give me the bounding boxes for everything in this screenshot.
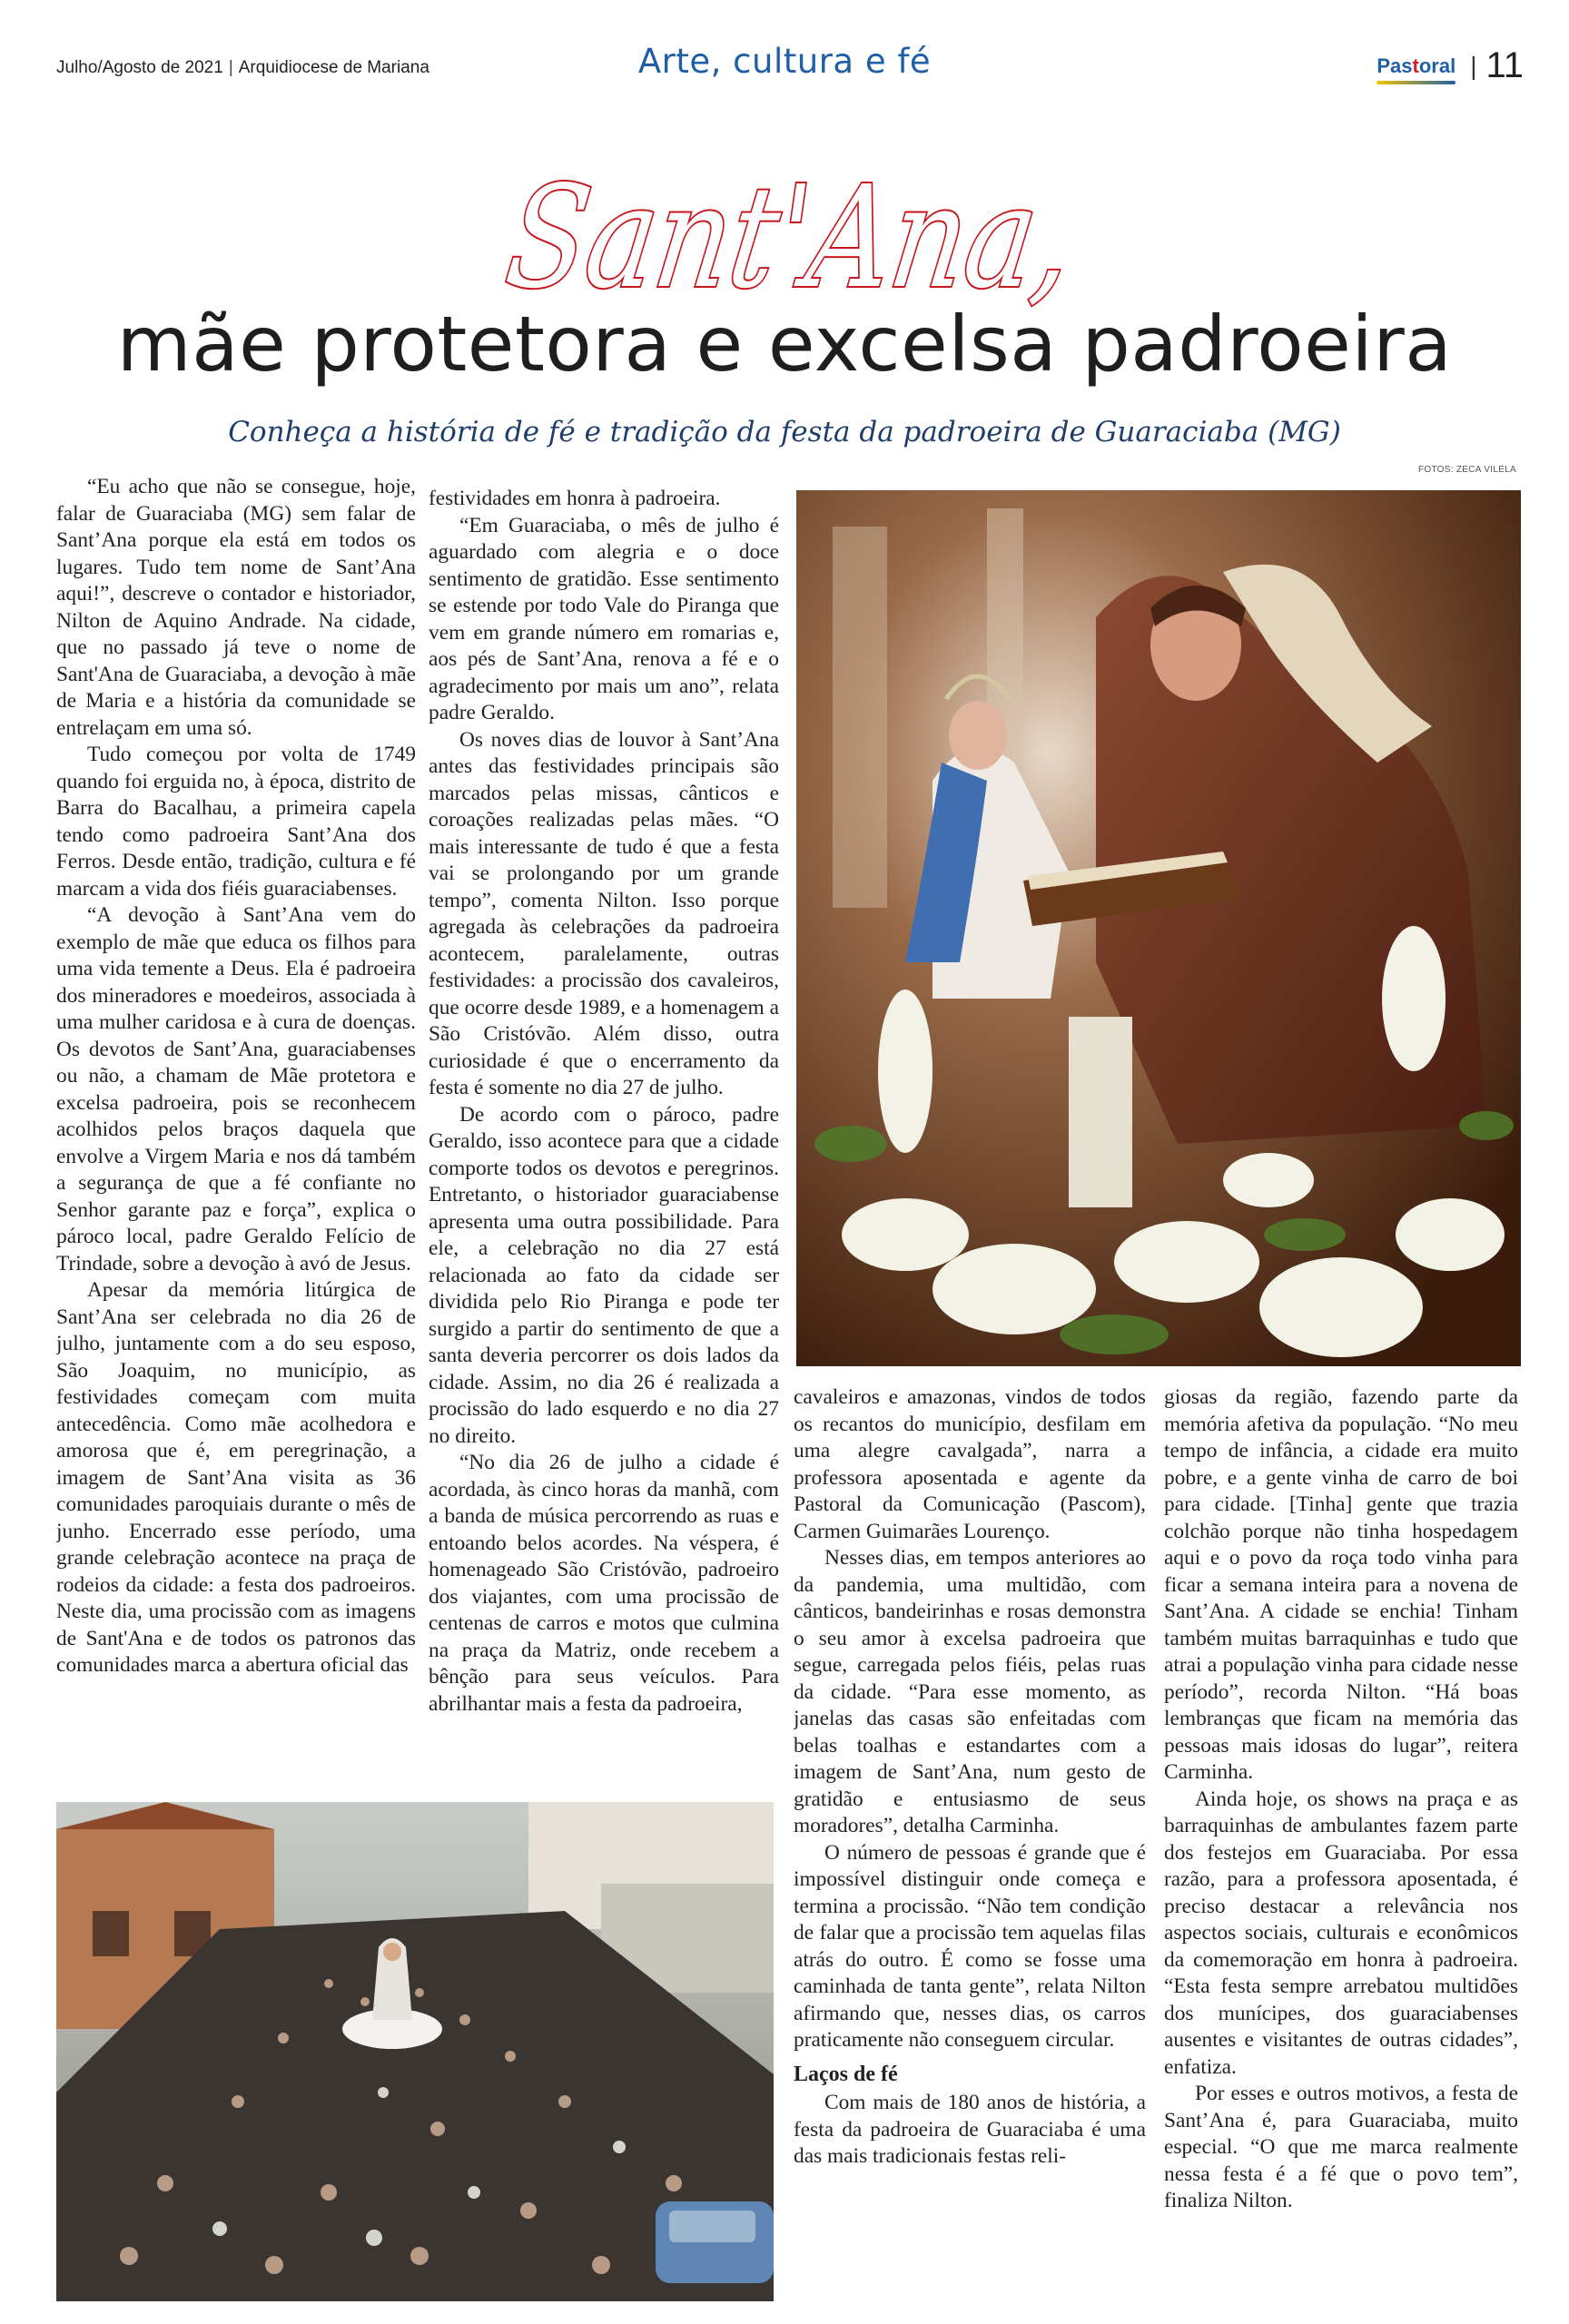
paragraph: “Em Guaraciaba, o mês de julho é aguardado com alegria e o doce sentimento de gratidão. Esse sentimento se estende por todo Vale do Piranga que vem em grande número em romarias e, aos pés de Sant’Ana, renova a fé e o agradecimento por mais um ano”, relata padre Geraldo. xyxy=(429,513,779,724)
article-column-2 xyxy=(429,486,779,1775)
photo-credit: FOTOS: ZECA VILELA xyxy=(1417,465,1516,475)
paragraph: Tudo começou por volta de 1749 quando foi erguida no, à época, distrito de Barra do Bacalhau, a primeira capela tendo como padroeira Sant’Ana dos Ferros. Desde então, tradição, cultura e fé marcam a vida dos fiéis guaraciabenses. xyxy=(56,743,416,901)
statue-photo xyxy=(796,490,1521,1366)
page-marker xyxy=(1377,45,1524,86)
paragraph: Ainda hoje, os shows na praça e as barraquinhas de ambulantes fazem parte dos festejos em Guaraciaba. Por essa razão, para a professora aposentada, é preciso destacar a relevância nos aspectos sociais, culturais e econômicos da comemoração em honra à padroeira. “Esta festa sempre arrebatou multidões dos munícipes, dos guaraciabenses ausentes e visitantes de outras cidades”, enfatiza. xyxy=(1164,1787,1518,2079)
paragraph: “Eu acho que não se consegue, hoje, falar de Guaraciaba (MG) sem falar de Sant’Ana porque ela está em todos os lugares. Tudo tem nome de Sant’Ana aqui!”, descreve o contador e historiador, Nilton de Aquino Andrade. Na cidade, que no passado já teve o nome de Sant'Ana de Guaraciaba, a devoção à mãe de Maria e a história da comunidade se entrelaçam em uma só. xyxy=(56,475,416,740)
article-title: mãe protetora e excelsa padroeira xyxy=(116,300,1453,389)
paragraph: O número de pessoas é grande que é impossível distinguir onde começa e termina a procissão. “Não tem condição de falar que a procissão tem aquelas filas atrás do outro. É como se fosse uma caminhada de tanta gente”, relata Nilton afirmando que, nesses dias, os carros praticamente não conseguem circular. xyxy=(794,1840,1146,2052)
statue-illustration xyxy=(796,490,1521,1366)
procession-illustration xyxy=(56,1802,774,2301)
paragraph: De acordo com o pároco, padre Geraldo, isso acontece para que a cidade comporte todos os devotos e peregrinos. Entretanto, o historiador guaraciabense apresenta uma outra possibilidade. Para ele, a celebração no dia 27 está relacionada ao fato da cidade ser dividida pelo Rio Piranga e pode ter surgido a partir do sentimento de que a santa deveria percorrer os dois lados da cidade. Assim, no dia 26 é realizada a procissão do lado esquerdo e no dia 27 no direito. xyxy=(429,1102,779,1448)
paragraph: festividades em honra à padroeira. xyxy=(429,487,721,510)
publisher-name: Arquidiocese de Mariana xyxy=(238,58,429,77)
issue-date: Julho/Agosto de 2021 xyxy=(56,58,223,77)
article-subtitle: Conheça a história de fé e tradição da festa da padroeira de Guaraciaba (MG) xyxy=(228,416,1341,448)
paragraph: giosas da região, fazendo parte da memória afetiva da população. “No meu tempo de infância, a cidade era muito pobre, e a gente vinha de carro de boi para cidade. [Tinha] gente que trazia colchão porque não tinha hospedagem aqui e o povo da roça todo vinha para ficar a semana inteira para a novena de Sant’Ana. A cidade se enchia! Tinham também muitas barraquinhas e tudo que atrai a população vinha para cidade nesse período”, recorda Nilton. “Há boas lembranças que ficam na memória das pessoas mais idosas do lugar”, reitera Carminha. xyxy=(1164,1385,1518,1784)
article-column-1 xyxy=(56,474,416,1772)
page-number: 11 xyxy=(1485,45,1524,85)
paragraph: Nesses dias, em tempos anteriores ao da pandemia, uma multidão, com cânticos, bandeirinhas e rosas demonstra o seu amor à excelsa padroeira que segue, carregada pelos fiéis, pelas ruas da cidade. “Para esse momento, as janelas das casas são enfeitadas com belas toalhas e estandartes com a imagem de Sant’Ana, num gesto de gratidão e entusiasmo de seus moradores”, detalha Carminha. xyxy=(794,1546,1146,1837)
pastoral-logo-icon: Pastoral xyxy=(1377,54,1456,78)
paragraph: Por esses e outros motivos, a festa de Sant’Ana é, para Guaraciaba, muito especial. “O que me marca realmente nessa festa é a fé que o povo tem”, finaliza Nilton. xyxy=(1164,2082,1518,2212)
section-subhead: Laços de fé xyxy=(794,2062,898,2086)
page-separator: | xyxy=(1470,51,1477,80)
script-title-text: Sant'Ana, xyxy=(498,154,1209,320)
paragraph: Com mais de 180 anos de história, a festa da padroeira de Guaraciaba é uma das mais tradicionais festas reli- xyxy=(794,2091,1146,2168)
issue-separator: | xyxy=(228,58,233,77)
article-column-3 xyxy=(794,1384,1146,2292)
paragraph: Apesar da memória litúrgica de Sant’Ana ser celebrada no dia 26 de julho, juntamente com a do seu esposo, São Joaquim, no município, as festividades começam com muita antecedência. Como mãe acolhedora e amorosa que é, em peregrinação, a imagem de Sant’Ana visita as 36 comunidades paroquiais durante o mês de junho. Encerrado esse período, uma grande celebração acontece na praça de rodeios da cidade: a festa dos padroeiros. Neste dia, uma procissão com as imagens de Sant'Ana e de todos os patronos das comunidades marca a abertura oficial das xyxy=(56,1278,416,1677)
paragraph: cavaleiros e amazonas, vindos de todos os recantos do município, desfilam em uma alegre cavalgada”, narra a professora aposentada e agente da Pastoral da Comunicação (Pascom), Carmen Guimarães Lourenço. xyxy=(794,1385,1146,1543)
section-title: Arte, cultura e fé xyxy=(637,42,932,81)
procession-photo xyxy=(56,1802,774,2301)
paragraph: Os noves dias de louvor à Sant’Ana antes das festividades principais são marcados pelas missas, cânticos e coroações realizadas pelas mães. “O mais interessante de tudo é que a festa vai se prolongando por um grande tempo”, comenta Nilton. Isso porque agregada às celebrações da padroeira acontecem, paralelamente, outras festividades: a procissão dos cavaleiros, que ocorre desde 1989, e a homenagem a São Cristóvão. Além disso, outra curiosidade é que o encerramento da festa é somente no dia 27 de julho. xyxy=(429,727,779,1099)
paragraph: “No dia 26 de julho a cidade é acordada, às cinco horas da manhã, com a banda de música percorrendo as ruas e entoando belos acordes. Na véspera, é homenageado São Cristóvão, padroeiro dos viajantes, com uma procissão de centenas de carros e motos que culmina na praça da Matriz, onde recebem a bênção para seus veículos. Para abrilhantar mais a festa da padroeira, xyxy=(429,1451,779,1716)
paragraph: “A devoção à Sant’Ana vem do exemplo de mãe que educa os filhos para uma vida temente a Deus. Ela é padroeira dos mineradores e moedeiros, associada à uma mulher caridosa e à cura de doenças. Os devotos de Sant’Ana, guaraciabenses ou não, a chamam de Mãe protetora e excelsa padroeira, pois se reconhecem acolhidos pelos braços daquela que envolve a Virgem Maria e nos dá também a segurança de que a fé confiante no Senhor garante paz e força”, explica o pároco local, padre Geraldo Felício de Trindade, sobre a devoção à avó de Jesus. xyxy=(56,903,416,1275)
article-column-4 xyxy=(1164,1384,1518,2292)
